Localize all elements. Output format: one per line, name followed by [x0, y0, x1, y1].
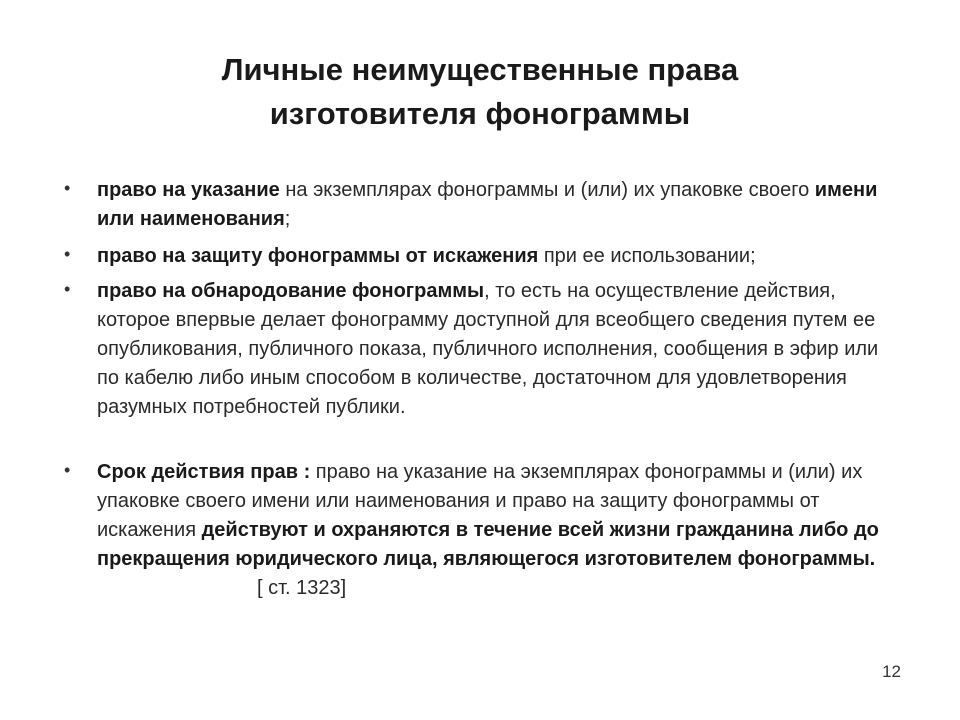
bullet-text: право на указание на экземплярах фонограммы и (или) их упаковке своего имени или наименования и право на защиту фонограммы от искажения — [97, 461, 863, 541]
title-line-2: изготовителя фонограммы — [269, 96, 691, 131]
title-line-1: Личные неимущественные права — [221, 52, 739, 87]
bullet-bold-text: действуют и охраняются в течение всей жизни гражданина либо до прекращения юридического лица, являющегося изготовителем фонограммы. — [97, 519, 879, 570]
bullet-item-right-to-publication — [60, 277, 900, 422]
bullet-bold-text: Срок действия прав : — [97, 461, 311, 483]
slide-title — [120, 48, 840, 136]
bullet-text: , то есть на осуществление действия, которое впервые делает фонограмму доступной для всеобщего сведения путем ее опубликования, публичного показа, публичного исполнения, сообщения в эфир или по кабелю либо иным способом в количестве, достаточном для удовлетворения разумных потребностей публики. — [97, 280, 879, 418]
bullet-icon: • — [64, 244, 71, 264]
page-number: 12 — [882, 662, 901, 681]
bullet-bold-text: право на защиту фонограммы от искажения — [97, 245, 539, 267]
bullet-bold-text: право на обнародование фонограммы — [97, 280, 485, 302]
bullet-bold-text: право на указание — [97, 179, 280, 201]
bullet-icon: • — [64, 178, 71, 198]
article-reference: [ ст. 1323] — [257, 577, 347, 599]
bullet-icon: • — [64, 460, 71, 480]
bullet-text: при ее использовании; — [538, 245, 756, 267]
bullet-text: на экземплярах фонограммы и (или) их упаковке своего — [279, 179, 815, 201]
bullet-icon: • — [64, 279, 71, 299]
bullet-list — [60, 176, 900, 603]
bullet-item-right-to-attribution — [60, 176, 900, 234]
bullet-text: ; — [284, 208, 291, 230]
bullet-item-term-of-rights — [60, 458, 900, 603]
bullet-bold-text: имени или наименования — [97, 179, 878, 230]
bullet-item-right-to-protection — [60, 242, 900, 271]
